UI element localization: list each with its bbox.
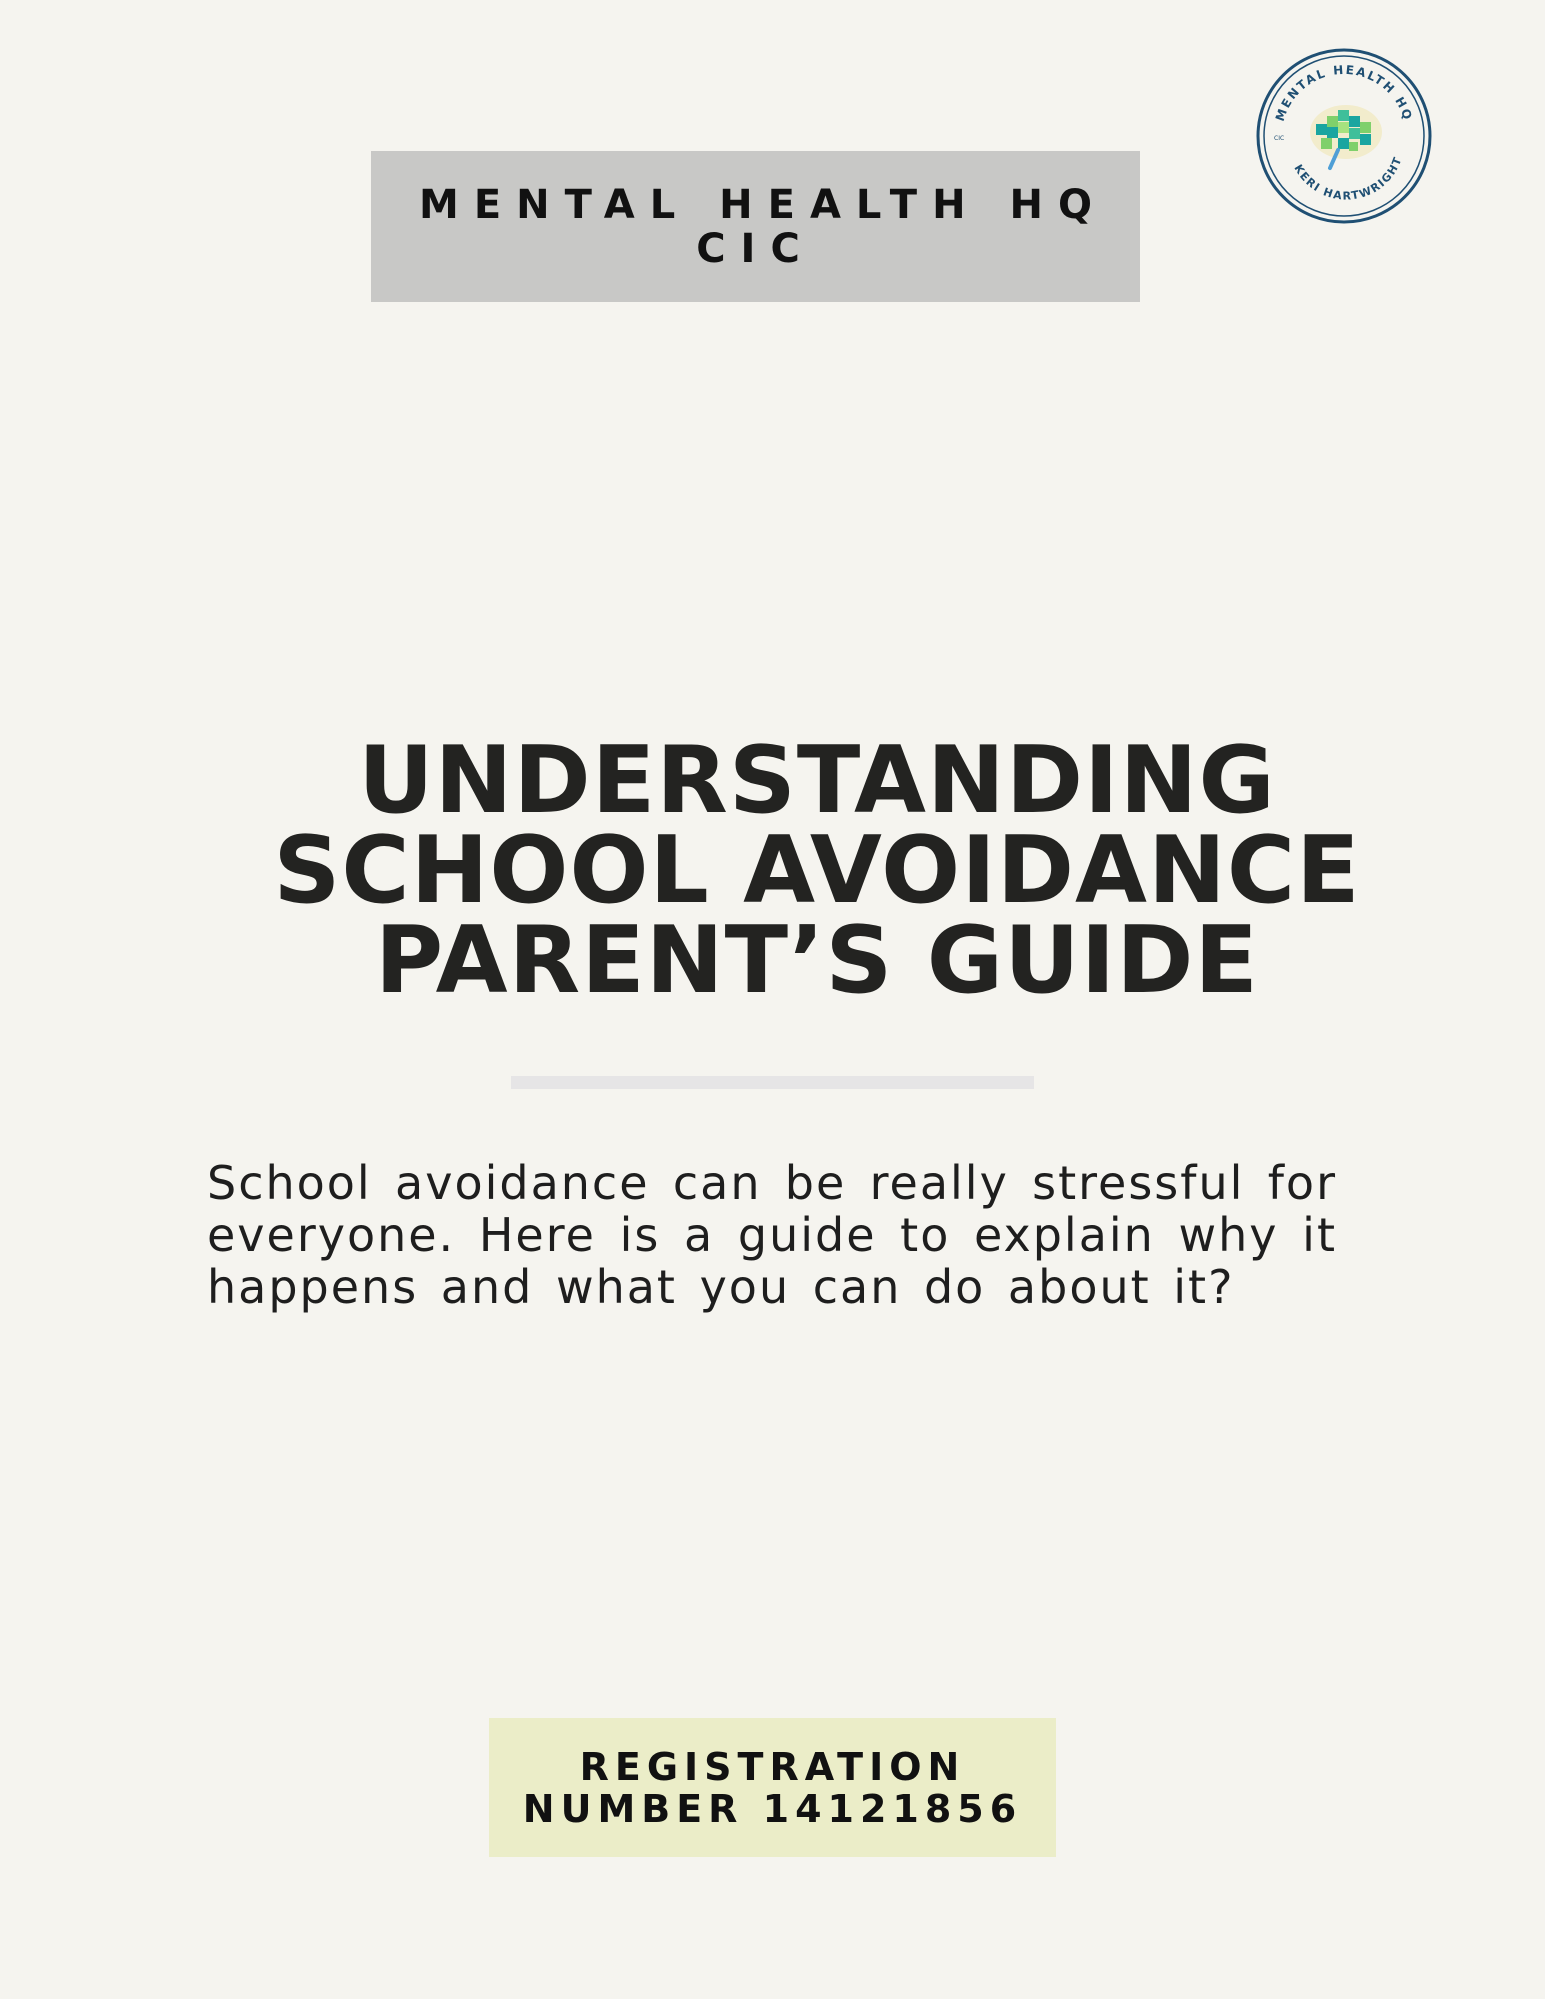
logo-ring-top-text: MENTAL HEALTH HQ [1272,62,1416,124]
title-line-1: UNDERSTANDING [358,726,1276,834]
logo-ring-side-text: CIC [1274,135,1285,142]
registration-label: REGISTRATION [579,1744,966,1789]
svg-text:KERI HARTWRIGHT [1291,154,1404,202]
document-title [150,726,1484,1014]
logo-ring-bottom-text: KERI HARTWRIGHT [1291,154,1405,203]
registration-number: NUMBER 14121856 [522,1786,1023,1831]
intro-line-1: School avoidance can be really stressful for [207,1156,1337,1210]
intro-line-3: happens and what you can do about it? [207,1260,1235,1314]
organization-suffix: CIC [696,225,815,272]
title-line-3: PARENT’S GUIDE [375,906,1259,1014]
divider [511,1076,1034,1089]
organization-banner [371,151,1140,302]
intro-line-2: everyone. Here is a guide to explain why it [207,1208,1337,1262]
title-line-2: SCHOOL AVOIDANCE [273,816,1361,924]
organization-name: MENTAL HEALTH HQ [419,181,1107,228]
registration-banner [489,1718,1056,1857]
intro-paragraph [207,1157,1337,1313]
brain-puzzle-logo-icon [1254,46,1434,226]
